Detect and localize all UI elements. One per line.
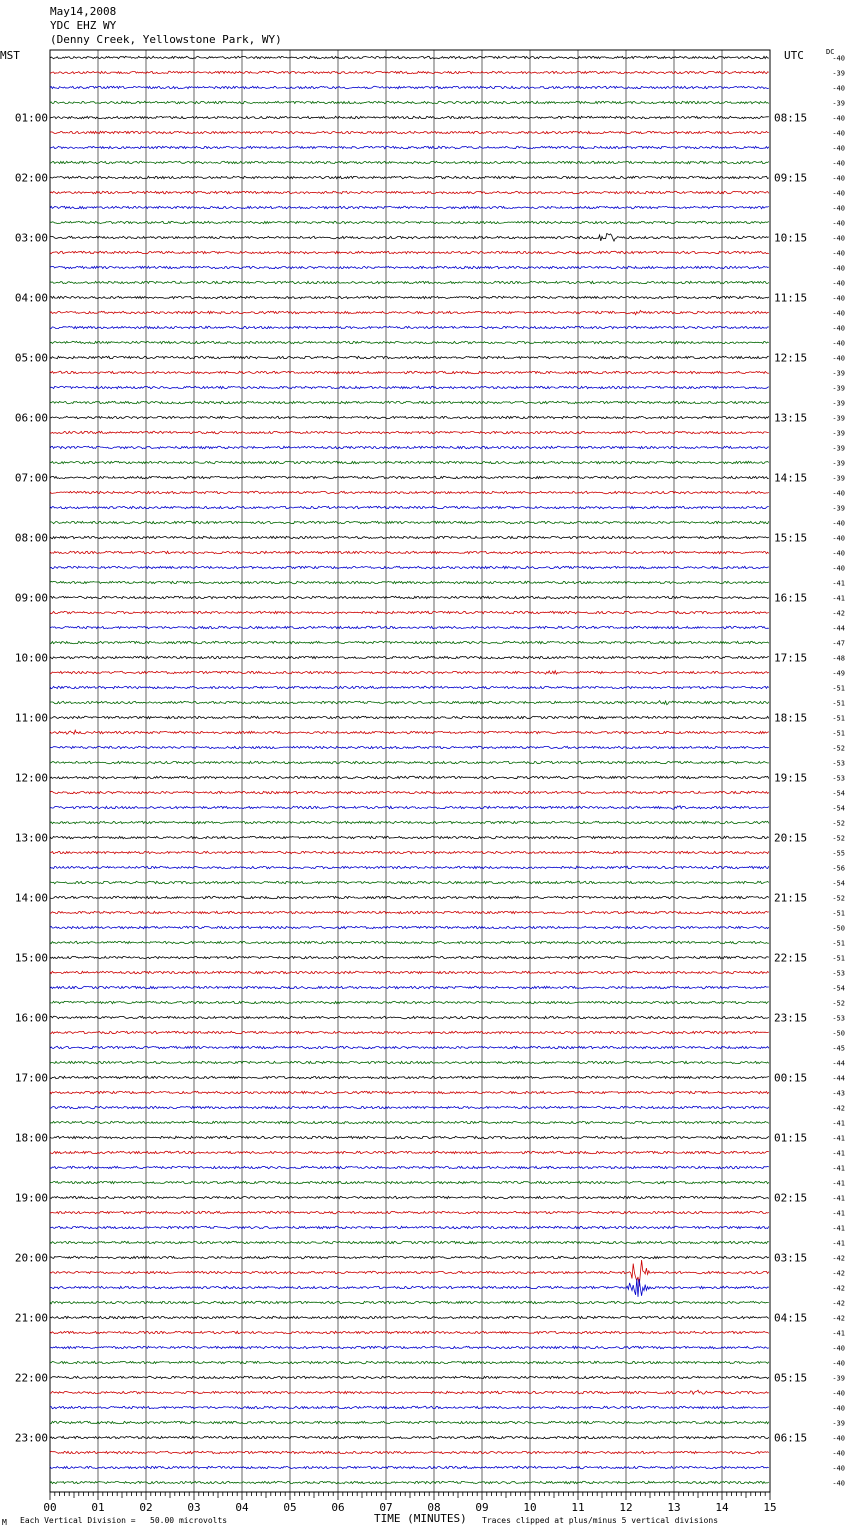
dc-offset-label: -40	[832, 1404, 845, 1413]
right-hour-label: 04:15	[774, 1311, 808, 1325]
dc-offset-label: -40	[832, 549, 845, 558]
trace-line	[50, 730, 769, 734]
dc-offset-label: -51	[832, 729, 845, 738]
right-hour-label: 01:15	[774, 1131, 808, 1145]
trace-line	[50, 176, 769, 178]
dc-offset-label: -47	[832, 639, 845, 648]
x-tick-label: 07	[379, 1501, 393, 1514]
dc-offset-label: -44	[832, 624, 845, 633]
trace-line	[50, 986, 769, 988]
dc-offset-label: -39	[832, 399, 845, 408]
dc-offset-label: -39	[832, 414, 845, 423]
trace-line	[50, 56, 769, 58]
trace-line	[50, 1361, 769, 1363]
dc-offset-label: -42	[832, 609, 845, 618]
trace-line	[50, 461, 769, 463]
trace-line	[50, 191, 769, 193]
left-hour-label: 17:00	[14, 1071, 48, 1085]
x-tick-label: 00	[43, 1501, 57, 1514]
trace-line	[50, 941, 769, 943]
trace-line	[50, 1376, 769, 1378]
dc-offset-label: -40	[832, 1479, 845, 1488]
dc-offset-label: -41	[832, 1134, 845, 1143]
left-hour-label: 04:00	[14, 291, 48, 305]
dc-offset-label: -40	[832, 189, 845, 198]
dc-offset-label: -40	[832, 219, 845, 228]
dc-offset-label: -52	[832, 744, 845, 753]
dc-offset-label: -40	[832, 339, 845, 348]
trace-line	[50, 836, 769, 838]
trace-line	[50, 491, 769, 493]
trace-line	[50, 1031, 769, 1033]
right-hour-label: 05:15	[774, 1371, 808, 1385]
dc-offset-label: -40	[832, 1344, 845, 1353]
dc-offset-label: -42	[832, 1254, 845, 1263]
x-tick-label: 15	[763, 1501, 777, 1514]
dc-offset-label: -42	[832, 1284, 845, 1293]
dc-offset-label: -44	[832, 1074, 845, 1083]
left-hour-label: 10:00	[14, 651, 48, 665]
trace-line	[50, 326, 769, 328]
dc-offset-label: -41	[832, 1149, 845, 1158]
trace-line	[50, 446, 769, 448]
right-hour-label: 17:15	[774, 651, 808, 665]
clip-note: Traces clipped at plus/minus 5 vertical divisions	[482, 1516, 719, 1525]
trace-line	[50, 626, 769, 628]
trace-line	[50, 1279, 769, 1297]
dc-offset-label: -51	[832, 954, 845, 963]
trace-line	[50, 431, 769, 433]
trace-line	[50, 1016, 769, 1018]
right-hour-label: 11:15	[774, 291, 808, 305]
dc-offset-label: -40	[832, 564, 845, 573]
x-tick-label: 11	[571, 1501, 585, 1514]
trace-line	[50, 1466, 769, 1468]
left-hour-label: 03:00	[14, 231, 48, 245]
dc-offset-label: -43	[832, 1089, 845, 1098]
dc-offset-label: -40	[832, 489, 845, 498]
dc-offset-label: -41	[832, 1209, 845, 1218]
dc-offset-label: -41	[832, 1179, 845, 1188]
trace-line	[50, 971, 769, 973]
trace-line	[50, 1076, 769, 1078]
x-tick-label: 14	[715, 1501, 729, 1514]
trace-line	[50, 896, 769, 898]
trace-line	[50, 1196, 769, 1198]
x-tick-label: 05	[283, 1501, 297, 1514]
trace-line	[50, 956, 769, 958]
dc-offset-label: -54	[832, 804, 845, 813]
trace-line	[50, 1211, 769, 1213]
trace-line	[50, 611, 769, 613]
dc-offset-label: -40	[832, 144, 845, 153]
right-hour-label: 20:15	[774, 831, 808, 845]
trace-line	[50, 926, 769, 928]
trace-group	[50, 56, 769, 1483]
trace-line	[50, 1406, 769, 1408]
dc-offset-label: -55	[832, 849, 845, 858]
dc-offset-label: -39	[832, 384, 845, 393]
dc-offset-label: -41	[832, 594, 845, 603]
trace-line	[50, 1390, 769, 1394]
dc-offset-label: -42	[832, 1314, 845, 1323]
trace-line	[50, 851, 769, 853]
trace-line	[50, 266, 769, 268]
trace-line	[50, 1260, 769, 1287]
x-tick-label: 09	[475, 1501, 489, 1514]
dc-offset-label: -54	[832, 789, 845, 798]
plot-frame	[50, 50, 770, 1492]
x-tick-label: 10	[523, 1501, 537, 1514]
left-hour-label: 16:00	[14, 1011, 48, 1025]
left-hour-label: 09:00	[14, 591, 48, 605]
trace-line	[50, 866, 769, 868]
trace-line	[50, 671, 769, 674]
trace-line	[50, 1241, 769, 1243]
trace-line	[50, 416, 769, 418]
trace-line	[50, 1001, 769, 1003]
trace-line	[50, 1346, 769, 1348]
trace-line	[50, 1181, 769, 1183]
dc-offset-label: -45	[832, 1044, 845, 1053]
dc-offset-label: -49	[832, 669, 845, 678]
dc-offset-label: -52	[832, 894, 845, 903]
dc-offset-label: -41	[832, 1224, 845, 1233]
left-hour-label: 20:00	[14, 1251, 48, 1265]
dc-offset-label: -39	[832, 1419, 845, 1428]
dc-offset-label: -39	[832, 444, 845, 453]
trace-line	[50, 821, 769, 823]
trace-line	[50, 1436, 769, 1438]
trace-line	[50, 1106, 769, 1108]
left-hour-label: 15:00	[14, 951, 48, 965]
trace-line	[50, 701, 769, 705]
trace-line	[50, 1151, 769, 1153]
right-hour-label: 14:15	[774, 471, 808, 485]
dc-offset-label: -40	[832, 1434, 845, 1443]
right-hour-label: 13:15	[774, 411, 808, 425]
left-hour-label: 07:00	[14, 471, 48, 485]
dc-offset-label: -54	[832, 879, 845, 888]
dc-offset-label: -53	[832, 759, 845, 768]
trace-line	[50, 281, 769, 283]
right-hour-label: 19:15	[774, 771, 808, 785]
trace-line	[50, 371, 769, 373]
left-hour-label: 21:00	[14, 1311, 48, 1325]
left-hour-label: 08:00	[14, 531, 48, 545]
trace-line	[50, 71, 769, 73]
trace-line	[50, 1421, 769, 1423]
right-hour-label: 22:15	[774, 951, 808, 965]
right-timezone-label: UTC	[784, 49, 804, 62]
dc-offset-label: -40	[832, 294, 845, 303]
left-hour-label: 06:00	[14, 411, 48, 425]
plot-grid	[50, 50, 770, 1492]
dc-offset-label: -40	[832, 264, 845, 273]
trace-line	[50, 1166, 769, 1168]
dc-offset-label: -42	[832, 1269, 845, 1278]
dc-offset-label: -52	[832, 999, 845, 1008]
trace-line	[50, 506, 769, 508]
dc-offset-label: -50	[832, 1029, 845, 1038]
dc-offset-label: -51	[832, 939, 845, 948]
left-hour-label: 01:00	[14, 111, 48, 125]
dc-offset-label: -40	[832, 354, 845, 363]
trace-line	[50, 356, 769, 358]
trace-line	[50, 1121, 769, 1123]
scale-note: Each Vertical Division = 50.00 microvolts	[20, 1516, 228, 1525]
left-hour-labels	[15, 112, 48, 1445]
right-hour-label: 15:15	[774, 531, 808, 545]
x-tick-label: 12	[619, 1501, 633, 1514]
trace-line	[50, 1256, 769, 1258]
x-tick-label: 01	[91, 1501, 105, 1514]
x-tick-label: 08	[427, 1501, 441, 1514]
dc-offset-label: -53	[832, 1014, 845, 1023]
right-hour-label: 08:15	[774, 111, 808, 125]
left-hour-label: 12:00	[14, 771, 48, 785]
dc-label: DC	[826, 48, 835, 56]
x-tick-label: 04	[235, 1501, 249, 1514]
dc-offset-label: -41	[832, 1119, 845, 1128]
x-tick-label: 02	[139, 1501, 153, 1514]
trace-line	[50, 581, 769, 583]
dc-offset-label: -40	[832, 324, 845, 333]
dc-offset-label: -40	[832, 159, 845, 168]
dc-offset-label: -41	[832, 579, 845, 588]
trace-line	[50, 536, 769, 538]
dc-offset-label: -40	[832, 249, 845, 258]
trace-line	[50, 686, 769, 688]
left-hour-label: 23:00	[14, 1431, 48, 1445]
trace-line	[50, 716, 769, 718]
dc-offset-label: -41	[832, 1239, 845, 1248]
dc-offset-label: -56	[832, 864, 845, 873]
dc-offset-label: -40	[832, 1449, 845, 1458]
left-hour-label: 14:00	[14, 891, 48, 905]
dc-offset-label: -40	[832, 174, 845, 183]
trace-line	[50, 911, 769, 913]
trace-line	[50, 551, 769, 553]
dc-offset-label: -40	[832, 54, 845, 63]
dc-offset-label: -40	[832, 534, 845, 543]
trace-line	[50, 131, 769, 133]
x-axis-title: TIME (MINUTES)	[374, 1512, 467, 1525]
dc-offset-label: -40	[832, 84, 845, 93]
dc-offset-label: -51	[832, 714, 845, 723]
trace-line	[50, 86, 769, 88]
dc-offset-label: -51	[832, 909, 845, 918]
dc-offset-label: -48	[832, 654, 845, 663]
trace-line	[50, 401, 769, 403]
right-hour-labels	[774, 112, 807, 1445]
trace-line	[50, 1226, 769, 1228]
trace-line	[50, 596, 769, 598]
right-hour-label: 16:15	[774, 591, 808, 605]
dc-offset-label: -50	[832, 924, 845, 933]
x-tick-label: 06	[331, 1501, 345, 1514]
trace-line	[50, 566, 769, 568]
right-hour-label: 10:15	[774, 231, 808, 245]
left-hour-label: 11:00	[14, 711, 48, 725]
dc-offset-label: -54	[832, 984, 845, 993]
left-hour-label: 19:00	[14, 1191, 48, 1205]
dc-offset-label: -40	[832, 1389, 845, 1398]
dc-offset-label: -40	[832, 279, 845, 288]
trace-line	[50, 746, 769, 748]
dc-offset-label: -41	[832, 1329, 845, 1338]
right-hour-label: 09:15	[774, 171, 808, 185]
trace-line	[50, 206, 769, 208]
trace-line	[50, 521, 769, 523]
dc-offset-label: -40	[832, 129, 845, 138]
dc-offset-label: -51	[832, 684, 845, 693]
trace-line	[50, 806, 769, 810]
corner-mark: M	[2, 1518, 7, 1527]
trace-line	[50, 476, 769, 478]
trace-line	[50, 161, 769, 163]
left-hour-label: 22:00	[14, 1371, 48, 1385]
trace-line	[50, 101, 769, 103]
left-hour-label: 02:00	[14, 171, 48, 185]
trace-line	[50, 234, 769, 242]
dc-offset-label: -39	[832, 504, 845, 513]
left-hour-label: 13:00	[14, 831, 48, 845]
dc-offset-label: -40	[832, 114, 845, 123]
right-hour-label: 06:15	[774, 1431, 808, 1445]
trace-line	[50, 791, 769, 793]
trace-line	[50, 386, 769, 388]
x-tick-label: 03	[187, 1501, 201, 1514]
dc-offset-label: -39	[832, 429, 845, 438]
dc-offset-label: -42	[832, 1104, 845, 1113]
trace-line	[50, 761, 769, 763]
dc-offset-label: -40	[832, 1464, 845, 1473]
trace-line	[50, 311, 769, 315]
dc-offset-label: -53	[832, 969, 845, 978]
left-timezone-label: MST	[0, 49, 20, 62]
trace-line	[50, 1451, 769, 1453]
dc-offset-label: -52	[832, 834, 845, 843]
trace-line	[50, 1316, 769, 1318]
trace-line	[50, 296, 769, 298]
dc-offset-label: -40	[832, 519, 845, 528]
dc-offset-labels	[832, 55, 845, 1488]
dc-offset-label: -40	[832, 234, 845, 243]
dc-offset-label: -44	[832, 1059, 845, 1068]
trace-line	[50, 1331, 769, 1333]
x-tick-label: 13	[667, 1501, 681, 1514]
dc-offset-label: -39	[832, 369, 845, 378]
right-hour-label: 00:15	[774, 1071, 808, 1085]
trace-line	[50, 1061, 769, 1063]
dc-offset-label: -39	[832, 69, 845, 78]
trace-line	[50, 641, 769, 643]
dc-offset-label: -40	[832, 204, 845, 213]
trace-line	[50, 1091, 769, 1093]
dc-offset-label: -41	[832, 1164, 845, 1173]
dc-offset-label: -40	[832, 309, 845, 318]
trace-line	[50, 341, 769, 343]
dc-offset-label: -42	[832, 1299, 845, 1308]
trace-line	[50, 251, 769, 253]
right-hour-label: 03:15	[774, 1251, 808, 1265]
right-hour-label: 18:15	[774, 711, 808, 725]
right-hour-label: 12:15	[774, 351, 808, 365]
dc-offset-label: -39	[832, 459, 845, 468]
left-hour-label: 05:00	[14, 351, 48, 365]
dc-offset-label: -39	[832, 1374, 845, 1383]
trace-line	[50, 221, 769, 223]
trace-line	[50, 116, 769, 118]
trace-line	[50, 1046, 769, 1048]
trace-line	[50, 776, 769, 778]
dc-offset-label: -53	[832, 774, 845, 783]
dc-offset-label: -39	[832, 99, 845, 108]
dc-offset-label: -52	[832, 819, 845, 828]
trace-line	[50, 1301, 769, 1303]
right-hour-label: 02:15	[774, 1191, 808, 1205]
dc-offset-label: -51	[832, 699, 845, 708]
x-axis	[43, 1492, 776, 1514]
trace-line	[50, 146, 769, 148]
trace-line	[50, 881, 769, 883]
trace-line	[50, 656, 769, 658]
right-hour-label: 21:15	[774, 891, 808, 905]
station-code: YDC EHZ WY	[50, 19, 117, 32]
dc-offset-label: -40	[832, 1359, 845, 1368]
right-hour-label: 23:15	[774, 1011, 808, 1025]
chart-date: May14,2008	[50, 5, 117, 18]
trace-line	[50, 1481, 769, 1483]
station-location: (Denny Creek, Yellowstone Park, WY)	[50, 33, 282, 46]
dc-offset-label: -39	[832, 474, 845, 483]
trace-line	[50, 1136, 769, 1138]
dc-offset-label: -41	[832, 1194, 845, 1203]
left-hour-label: 18:00	[14, 1131, 48, 1145]
